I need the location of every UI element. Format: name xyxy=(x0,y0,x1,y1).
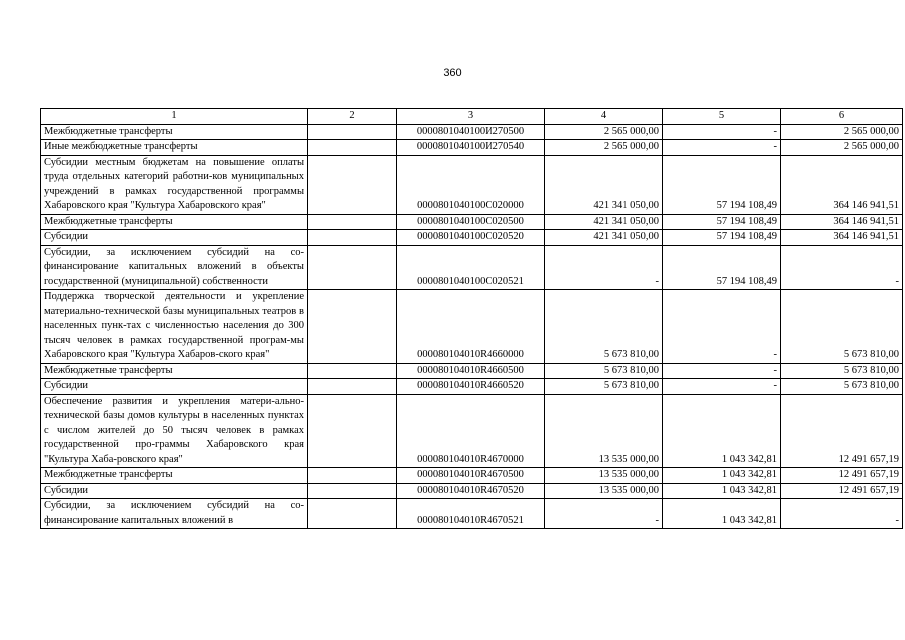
budget-item-name: Субсидии, за исключением субсидий на со-финансирование капитальных вложений в xyxy=(41,499,308,529)
column-2-cell xyxy=(308,155,397,214)
column-2-cell xyxy=(308,468,397,484)
amount-total: 12 491 657,19 xyxy=(781,468,903,484)
column-2-cell xyxy=(308,394,397,468)
budget-code: 000080104010R4670520 xyxy=(397,483,545,499)
page-number: 360 xyxy=(443,67,462,79)
table-row xyxy=(41,363,903,379)
budget-item-name: Субсидии xyxy=(41,483,308,499)
amount-approved: - xyxy=(545,245,663,290)
column-header: 2 xyxy=(308,109,397,125)
budget-code: 0000801040100И270500 xyxy=(397,124,545,140)
table-row xyxy=(41,499,903,529)
amount-total: 2 565 000,00 xyxy=(781,124,903,140)
table-row xyxy=(41,468,903,484)
budget-code: 0000801040100С020000 xyxy=(397,155,545,214)
amount-approved: 13 535 000,00 xyxy=(545,483,663,499)
budget-code: 000080104010R4670500 xyxy=(397,468,545,484)
budget-item-name: Поддержка творческой деятельности и укрепление материально-технической базы муниципальных театров в населенных пунк-тах с численностью населения до 300 тысяч человек в рамках государственной програм-мы Хабаровского края "Культура Хабаров-ского края" xyxy=(41,290,308,364)
amount-change: - xyxy=(663,140,781,156)
amount-approved: 5 673 810,00 xyxy=(545,290,663,364)
amount-approved: 2 565 000,00 xyxy=(545,124,663,140)
amount-total: 5 673 810,00 xyxy=(781,379,903,395)
budget-item-name: Иные межбюджетные трансферты xyxy=(41,140,308,156)
column-header: 5 xyxy=(663,109,781,125)
budget-code: 000080104010R4670521 xyxy=(397,499,545,529)
budget-item-name: Межбюджетные трансферты xyxy=(41,124,308,140)
budget-code: 0000801040100С020521 xyxy=(397,245,545,290)
column-2-cell xyxy=(308,290,397,364)
amount-change: - xyxy=(663,290,781,364)
amount-total: 364 146 941,51 xyxy=(781,155,903,214)
amount-approved: 13 535 000,00 xyxy=(545,394,663,468)
table-row xyxy=(41,214,903,230)
amount-total: - xyxy=(781,245,903,290)
budget-item-name: Обеспечение развития и укрепления матери-ально-технической базы домов культуры в населенных пунктах с числом жителей до 50 тысяч человек в рамках государственной про-граммы Хабаровского края "Культура Хаба-ровского края" xyxy=(41,394,308,468)
table-row xyxy=(41,124,903,140)
amount-total: 2 565 000,00 xyxy=(781,140,903,156)
budget-code: 000080104010R4670000 xyxy=(397,394,545,468)
column-2-cell xyxy=(308,483,397,499)
amount-total: 5 673 810,00 xyxy=(781,290,903,364)
amount-change: 57 194 108,49 xyxy=(663,214,781,230)
amount-approved: 421 341 050,00 xyxy=(545,230,663,246)
budget-code: 000080104010R4660520 xyxy=(397,379,545,395)
amount-change: - xyxy=(663,124,781,140)
amount-approved: 421 341 050,00 xyxy=(545,214,663,230)
budget-item-name: Субсидии xyxy=(41,230,308,246)
budget-item-name: Субсидии местным бюджетам на повышение оплаты труда отдельных категорий работни-ков муниципальных учреждений в рамках государственной программы Хабаровского края "Культура Хабаровского края" xyxy=(41,155,308,214)
table-row xyxy=(41,230,903,246)
amount-total: 5 673 810,00 xyxy=(781,363,903,379)
amount-change: 1 043 342,81 xyxy=(663,468,781,484)
column-2-cell xyxy=(308,363,397,379)
table-row xyxy=(41,483,903,499)
budget-code: 0000801040100С020520 xyxy=(397,230,545,246)
amount-approved: 2 565 000,00 xyxy=(545,140,663,156)
amount-approved: 5 673 810,00 xyxy=(545,363,663,379)
amount-change: 1 043 342,81 xyxy=(663,499,781,529)
budget-item-name: Субсидии, за исключением субсидий на со-финансирование капитальных вложений в объекты государственной (муниципальной) собственности xyxy=(41,245,308,290)
amount-change: 1 043 342,81 xyxy=(663,394,781,468)
budget-code: 000080104010R4660000 xyxy=(397,290,545,364)
budget-table xyxy=(40,108,903,529)
budget-item-name: Межбюджетные трансферты xyxy=(41,363,308,379)
budget-item-name: Межбюджетные трансферты xyxy=(41,468,308,484)
column-2-cell xyxy=(308,214,397,230)
amount-total: 12 491 657,19 xyxy=(781,394,903,468)
column-header: 4 xyxy=(545,109,663,125)
amount-total: 364 146 941,51 xyxy=(781,214,903,230)
amount-approved: 5 673 810,00 xyxy=(545,379,663,395)
amount-change: 57 194 108,49 xyxy=(663,230,781,246)
amount-change: 1 043 342,81 xyxy=(663,483,781,499)
amount-change: 57 194 108,49 xyxy=(663,245,781,290)
budget-code: 0000801040100И270540 xyxy=(397,140,545,156)
amount-approved: 13 535 000,00 xyxy=(545,468,663,484)
table-row xyxy=(41,379,903,395)
column-header: 3 xyxy=(397,109,545,125)
table-header-row xyxy=(41,109,903,125)
budget-code: 000080104010R4660500 xyxy=(397,363,545,379)
column-2-cell xyxy=(308,230,397,246)
amount-change: - xyxy=(663,379,781,395)
amount-approved: 421 341 050,00 xyxy=(545,155,663,214)
table-row xyxy=(41,155,903,214)
table-row xyxy=(41,140,903,156)
budget-item-name: Межбюджетные трансферты xyxy=(41,214,308,230)
amount-approved: - xyxy=(545,499,663,529)
amount-total: - xyxy=(781,499,903,529)
column-2-cell xyxy=(308,245,397,290)
amount-change: - xyxy=(663,363,781,379)
amount-total: 364 146 941,51 xyxy=(781,230,903,246)
column-2-cell xyxy=(308,499,397,529)
column-header: 6 xyxy=(781,109,903,125)
budget-code: 0000801040100С020500 xyxy=(397,214,545,230)
table-body xyxy=(41,124,903,529)
amount-total: 12 491 657,19 xyxy=(781,483,903,499)
table-row xyxy=(41,245,903,290)
budget-item-name: Субсидии xyxy=(41,379,308,395)
table-row xyxy=(41,290,903,364)
amount-change: 57 194 108,49 xyxy=(663,155,781,214)
column-2-cell xyxy=(308,124,397,140)
column-2-cell xyxy=(308,140,397,156)
table-row xyxy=(41,394,903,468)
column-2-cell xyxy=(308,379,397,395)
column-header: 1 xyxy=(41,109,308,125)
